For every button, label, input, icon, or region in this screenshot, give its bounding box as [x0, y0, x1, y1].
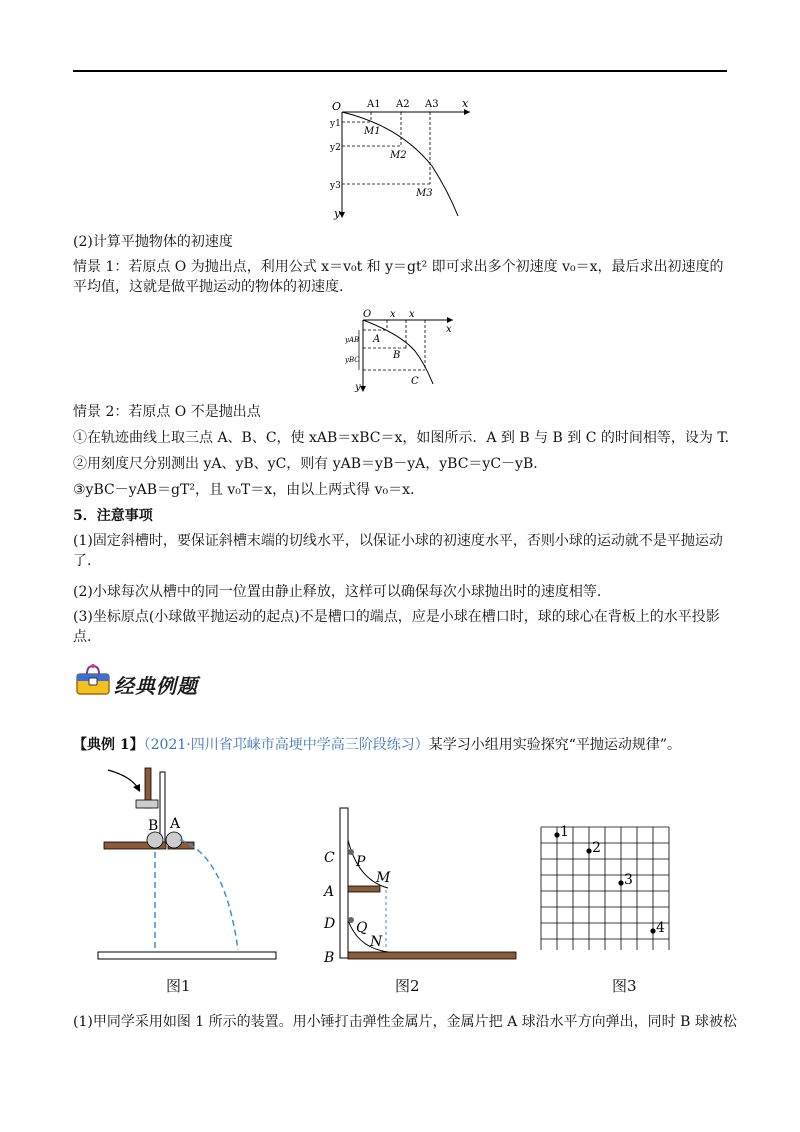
mid-point-c: C: [411, 376, 419, 387]
origin-label: O: [332, 100, 342, 113]
note2-text: (2)小球每次从槽中的同一位置由静止释放，这样可以确保每次小球抛出时的速度相等.: [73, 584, 602, 600]
fig2-label-m: M: [376, 870, 391, 886]
mid-point-a: A: [373, 334, 381, 345]
para-2-title: (2)计算平抛物体的初速度: [73, 234, 233, 250]
section-5-title: 5．注意事项: [73, 508, 153, 524]
fig2-label-d: D: [324, 916, 336, 932]
point-m3: M3: [416, 188, 433, 199]
banner-title: 经典例题: [114, 674, 198, 698]
mid-x-tick-2: x: [409, 309, 415, 320]
x-tick-a2: A2: [396, 99, 410, 110]
last-line: (1)甲同学采用如图 1 所示的装置。用小锤打击弹性金属片，金属片把 A 球沿水平方向弹出，同时 B 球被松: [73, 1014, 737, 1030]
fig3-point-3: 3: [624, 872, 633, 888]
fig2-label-b: B: [324, 950, 335, 966]
header-rule: [73, 70, 727, 72]
y-tick-y3: y3: [330, 181, 341, 191]
figure-2-caption: 图2: [395, 977, 420, 995]
y-axis-label: y: [334, 207, 341, 220]
fig2-label-q: Q: [356, 920, 368, 936]
note1-text: (1)固定斜槽时，要保证斜槽末端的切线水平，以保证小球的初速度水平，否则小球的运动就不是平抛运动了.: [73, 533, 723, 569]
fig2-label-c: C: [324, 850, 335, 866]
step3-text: ③yBC－yAB＝gT²，且 v₀T＝x，由以上两式得 v₀＝x.: [73, 482, 415, 498]
mid-x-axis: x: [446, 324, 452, 335]
fig2-label-n: N: [370, 934, 383, 950]
figure-3-caption: 图3: [612, 977, 637, 995]
x-tick-a1: A1: [367, 99, 381, 110]
mid-point-b: B: [393, 350, 401, 361]
mid-x-tick-1: x: [390, 309, 396, 320]
example-heading: [73, 735, 728, 755]
mid-origin: O: [363, 309, 372, 320]
point-m1: M1: [364, 126, 381, 137]
figure-3: [540, 822, 685, 950]
trajectory-figure-top: [330, 96, 480, 221]
fig1-label-b: B: [148, 818, 159, 834]
fig2-label-p: P: [356, 854, 366, 870]
case2-title: 情景 2：若原点 O 不是抛出点: [73, 404, 261, 420]
toolbox-icon: [73, 660, 113, 700]
fig1-label-a: A: [170, 816, 181, 832]
case1-text: 情景 1：若原点 O 为抛出点，利用公式 x＝v₀t 和 y＝gt² 即可求出多个初速度 v₀＝x，最后求出初速度的平均值，这就是做平抛运动的物体的初速度.: [73, 259, 724, 295]
step2-text: ②用刻度尺分别测出 yA、yB、yC，则有 yAB＝yB－yA，yBC＝yC－yB.: [73, 456, 538, 472]
y-tick-y2: y2: [330, 143, 341, 153]
figure-1-caption: 图1: [166, 977, 191, 995]
fig2-label-a: A: [324, 884, 335, 900]
x-tick-a3: A3: [425, 99, 439, 110]
mid-y-label-ab: yAB: [345, 336, 360, 344]
trajectory-figure-mid: [345, 306, 457, 392]
example-source: （2021·四川省邛崃市高埂中学高三阶段练习）: [143, 737, 429, 753]
point-m2: M2: [390, 150, 407, 161]
fig3-point-1: 1: [560, 824, 569, 840]
fig3-point-4: 4: [656, 920, 665, 936]
y-tick-y1: y1: [330, 119, 341, 129]
x-axis-label: x: [462, 97, 469, 110]
note3-text: (3)坐标原点(小球做平抛运动的起点)不是槽口的端点，应是小球在槽口时，球的球心在背板上的水平投影点.: [73, 609, 720, 645]
step1-text: ①在轨迹曲线上取三点 A、B、C，使 xAB＝xBC＝x，如图所示．A 到 B 与 B 到 C 的时间相等，设为 T.: [73, 430, 730, 446]
figure-2: [318, 800, 523, 970]
example-tag: 【典例 1】: [73, 737, 144, 753]
mid-y-label-bc: yBC: [345, 356, 360, 364]
figure-1: [90, 760, 290, 970]
example-text: 某学习小组用实验探究“平抛运动规律”。: [428, 737, 682, 753]
fig3-point-2: 2: [592, 840, 601, 856]
mid-y-axis: y: [355, 382, 361, 392]
